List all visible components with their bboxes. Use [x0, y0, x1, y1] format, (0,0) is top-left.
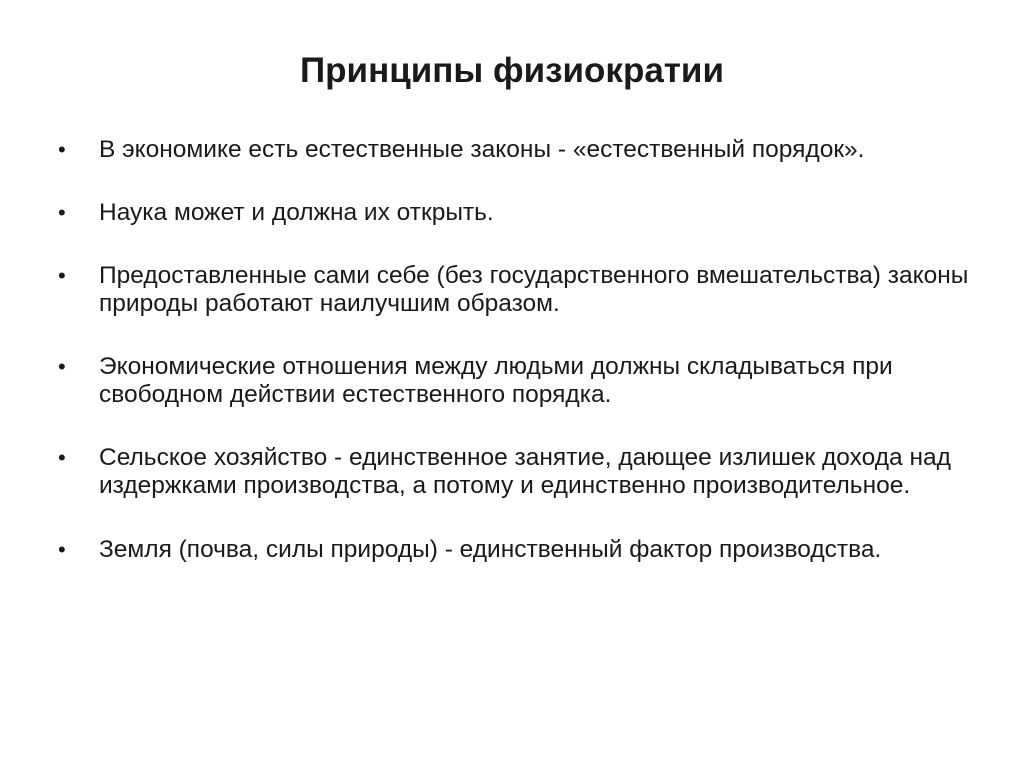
bullet-item-3	[58, 262, 978, 318]
bullet-icon: •	[58, 137, 66, 162]
bullet-icon: •	[58, 445, 66, 470]
bullet-text: В экономике есть естественные законы - «естественный порядок».	[99, 136, 865, 163]
bullet-item-6	[58, 536, 978, 564]
bullet-icon: •	[58, 200, 66, 225]
bullet-text: Наука может и должна их открыть.	[99, 199, 494, 226]
bullet-item-4	[58, 353, 978, 409]
bullet-text: Сельское хозяйство - единственное занятие, дающее излишек дохода над издержками производства, а потому и единственно производительное.	[99, 444, 951, 499]
bullet-icon: •	[58, 263, 66, 288]
bullet-list	[58, 136, 978, 599]
bullet-item-1	[58, 136, 978, 164]
bullet-text: Земля (почва, силы природы) - единственный фактор производства.	[99, 536, 882, 563]
bullet-text: Экономические отношения между людьми должны складываться при свободном действии естественного порядка.	[99, 353, 893, 408]
bullet-item-5	[58, 444, 978, 500]
bullet-item-2	[58, 199, 978, 227]
slide-title: Принципы физиократии	[300, 51, 724, 90]
bullet-text: Предоставленные сами себе (без государственного вмешательства) законы природы работают наилучшим образом.	[99, 262, 969, 317]
bullet-icon: •	[58, 537, 66, 562]
bullet-icon: •	[58, 354, 66, 379]
